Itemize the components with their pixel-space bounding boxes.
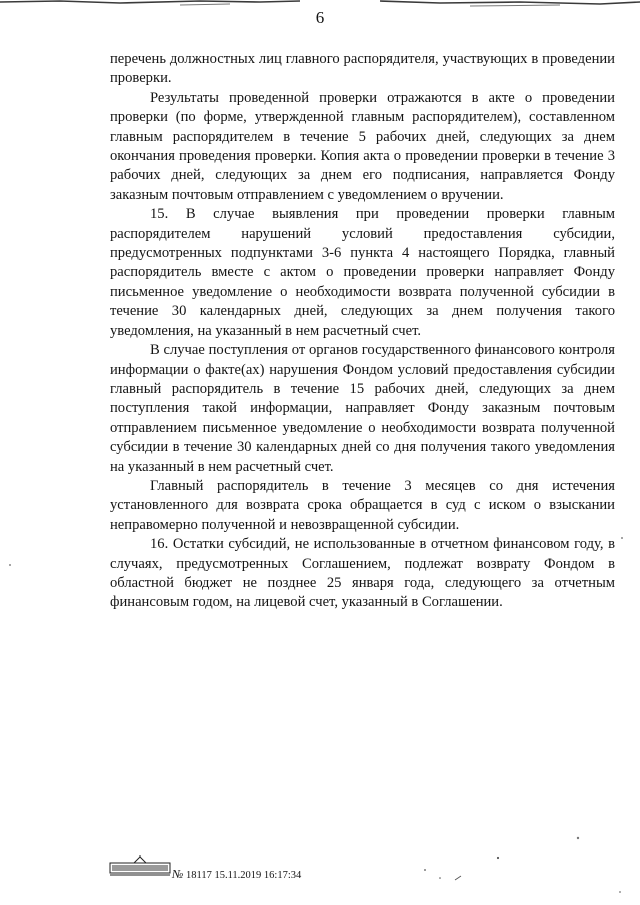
paragraph: 15. В случае выявления при проведении проверки главным распорядителем нарушений условий предоставления субсидии, предусмотренных подпунктами 3-6 пункта 4 настоящего Порядка, главный распорядитель вместе с актом о проведении проверки направляет Фонду письменное уведомление о необходимости возврата полученной субсидии в течение 30 календарных дней, следующих за днем получения такого уведомления, на указанный в нем расчетный счет. [110, 206, 615, 339]
registry-text: 18117 15.11.2019 16:17:34 [185, 870, 302, 881]
paragraph: 16. Остатки субсидий, не использованные в отчетном финансовом году, в случаях, предусмотренных Соглашением, подлежат возврату Фондом в областной бюджет не позднее 25 января года, следующего за отчетным финансовым годом, на лицевой счет, указанный в Соглашении. [110, 536, 615, 611]
page-number: 6 [315, 8, 325, 27]
paragraph: перечень должностных лиц главного распорядителя, участвующих в проведении проверки. [110, 51, 615, 87]
paragraph: Главный распорядитель в течение 3 месяцев со дня истечения установленного для возврата срока обращается в суд с иском о взыскании неправомерно полученной и невозвращенной субсидии. [110, 477, 615, 533]
registry-stamp-icon [108, 855, 174, 877]
paragraph: В случае поступления от органов государственного финансового контроля информации о факте(ах) нарушения Фондом условий предоставления субсидии главный распорядитель в течение 15 рабочих дней, следующих за днем поступления такой информации, направляет Фонду заказным почтовым отправлением письменное уведомление о необходимости возврата полученной субсидии в течение 30 календарных дней со дня получения такого уведомления на указанный в нем расчетный счет. [110, 342, 615, 475]
body-text [110, 50, 615, 613]
paragraph: Результаты проведенной проверки отражаются в акте о проведении проверки (по форме, утвержденной главным распорядителем), составленном главным распорядителем в течение 5 рабочих дней, следующих за днем окончания проведения проверки. Копия акта о проведении проверки в течение 3 рабочих дней, следующих за днем его подписания, направляется Фонду заказным почтовым отправлением с уведомлением о вручении. [110, 89, 615, 203]
number-sign: № [172, 867, 184, 881]
registry-number [172, 867, 301, 882]
